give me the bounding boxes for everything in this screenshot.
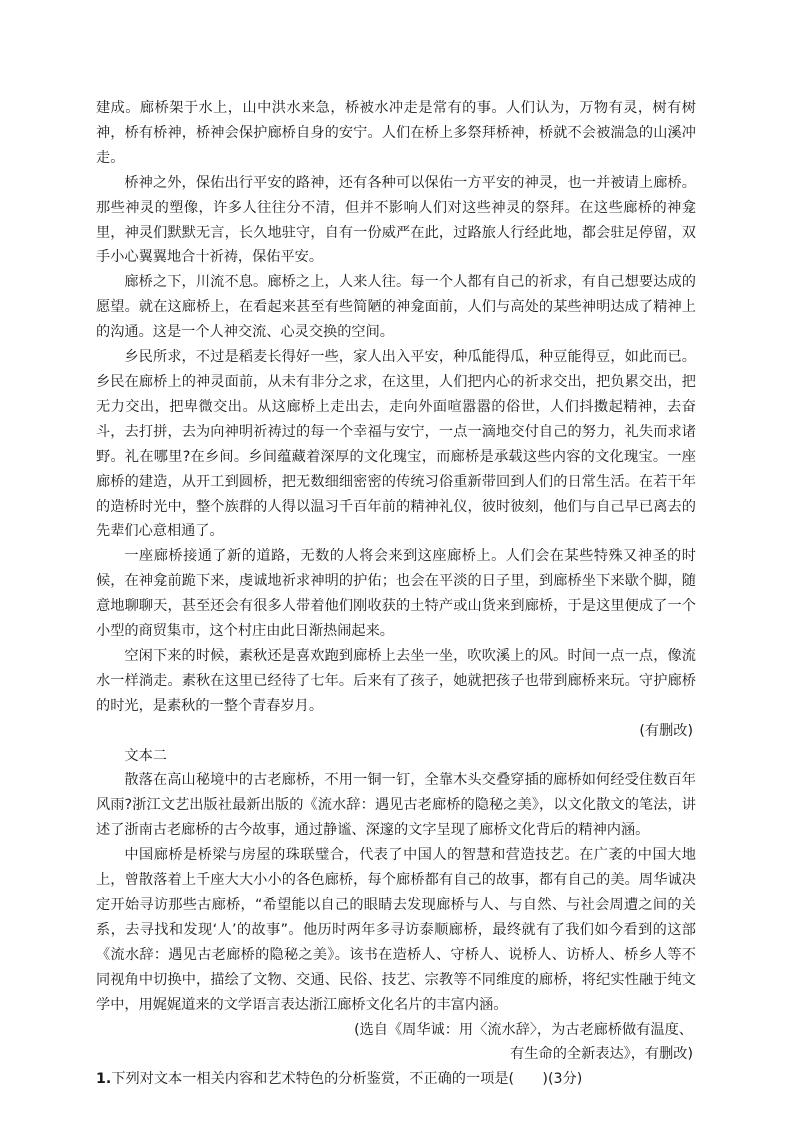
text1-paragraph-6: 空闲下来的时候，素秋还是喜欢跑到廊桥上去坐一坐，吹吹溪上的风。时间一点一点，像流水一样淌走。素秋在这里已经待了七年。后来有了孩子，她就把孩子也带到廊桥来玩。守护廊桥的时光，是素秋的一整个青春岁月。 bbox=[96, 647, 696, 714]
text2-paragraph-1: 散落在高山秘境中的古老廊桥，不用一铜一钉，全靠木头交叠穿插的廊桥如何经受住数百年风雨?浙江文艺出版社最新出版的《流水辞：遇见古老廊桥的隐秘之美》，以文化散文的笔法，讲述了浙南古老廊桥的古今故事，通过静谧、深邃的文字呈现了廊桥文化背后的精神内涵。 bbox=[96, 772, 696, 839]
text2-heading: 文本二 bbox=[124, 747, 167, 764]
source-citation-line-2: 有生命的全新表达》，有删改) bbox=[510, 1046, 693, 1063]
edit-note: (有删改) bbox=[639, 722, 693, 739]
text1-paragraph-4: 乡民所求，不过是稻麦长得好一些，家人出入平安，种瓜能得瓜，种豆能得豆，如此而已。乡民在廊桥上的神灵面前，从未有非分之求，在这里，人们把内心的祈求交出，把负累交出，把无力交出，把卑微交出。从这廊桥上走出去，走向外面喧嚣嚣的俗世，人们抖擞起精神，去奋斗，去打拼，去为向神明祈祷过的每一个幸福与安宁，一点一滴地交付自己的努力，礼失而求诸野。礼在哪里?在乡间。乡间蕴藏着深厚的文化瑰宝，而廊桥是承载这些内容的文化瑰宝。一座廊桥的建造，从开工到圆桥，把无数细细密密的传统习俗重新带回到人们的日常生活。在若干年的造桥时光中，整个族群的人得以温习千百年前的精神礼仪，彼时彼刻，他们与自己早已离去的先辈们心意相通了。 bbox=[96, 349, 696, 540]
question-text: 下列对文本一相关内容和艺术特色的分析鉴赏，不正确的一项是( )(3分) bbox=[111, 1071, 583, 1088]
document-body bbox=[96, 96, 696, 1092]
text1-paragraph-2: 桥神之外，保佑出行平安的路神，还有各种可以保佑一方平安的神灵，也一并被请上廊桥。那些神灵的塑像，许多人往往分不清，但并不影响人们对这些神灵的祭拜。在这些廊桥的神龛里，神灵们默默无言，长久地驻守，自有一份威严在此，过路旅人行经此地，都会驻足停留，双手小心翼翼地合十祈祷，保佑平安。 bbox=[96, 174, 696, 266]
question-1 bbox=[96, 1067, 696, 1092]
text2-paragraph-2: 中国廊桥是桥梁与房屋的珠联璧合，代表了中国人的智慧和营造技艺。在广袤的中国大地上，曾散落着上千座大大小小的各色廊桥，每个廊桥都有自己的故事，都有自己的美。周华诚决定开始寻访那些古廊桥，“希望能以自己的眼睛去发现廊桥与人、与自然、与社会周遭之间的关系，去寻找和发现‘人’的故事”。他历时两年多寻访泰顺廊桥，最终就有了我们如今看到的这部《流水辞：遇见古老廊桥的隐秘之美》。该书在造桥人、守桥人、说桥人、访桥人、桥乡人等不同视角中切换中，描绘了文物、交通、民俗、技艺、宗教等不同维度的廊桥，将纪实性融于纯文学中，用娓娓道来的文学语言表达浙江廊桥文化名片的丰富内涵。 bbox=[96, 847, 696, 1013]
text1-paragraph-3: 廊桥之下，川流不息。廊桥之上，人来人往。每一个人都有自己的祈求，有自己想要达成的愿望。就在这廊桥上，在看起来甚至有些简陋的神龛面前，人们与高处的某些神明达成了精神上的沟通。这是一个人神交流、心灵交换的空间。 bbox=[96, 274, 696, 341]
question-number: 1. bbox=[96, 1071, 112, 1088]
source-citation-line-1: (选自《周华诚：用〈流水辞〉，为古老廊桥做有温度、 bbox=[354, 1021, 693, 1038]
text1-paragraph-1: 建成。廊桥架于水上，山中洪水来急，桥被水冲走是常有的事。人们认为，万物有灵，树有树神，桥有桥神，桥神会保护廊桥自身的安宁。人们在桥上多祭拜桥神，桥就不会被湍急的山溪冲走。 bbox=[96, 100, 696, 166]
text1-paragraph-5: 一座廊桥接通了新的道路，无数的人将会来到这座廊桥上。人们会在某些特殊又神圣的时候，在神龛前跪下来，虔诚地祈求神明的护佑；也会在平淡的日子里，到廊桥坐下来歇个脚，随意地聊聊天，甚至还会有很多人带着他们刚收获的土特产或山货来到廊桥，于是这里便成了一个小型的商贸集市，这个村庄由此日渐热闹起来。 bbox=[96, 548, 696, 640]
